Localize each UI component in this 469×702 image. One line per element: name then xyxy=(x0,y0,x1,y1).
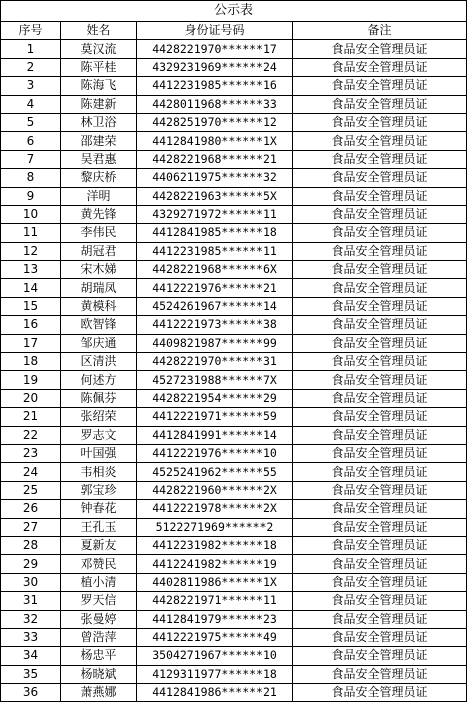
cell-remark[interactable]: 食品安全管理员证 xyxy=(293,297,467,315)
cell-remark[interactable]: 食品安全管理员证 xyxy=(293,463,467,481)
cell-id-number[interactable]: 4412221976******10 xyxy=(137,444,293,462)
cell-name[interactable]: 邓赞民 xyxy=(61,555,137,573)
table-row xyxy=(1,481,467,499)
cell-serial[interactable]: 20 xyxy=(1,389,61,407)
title-row xyxy=(1,1,467,22)
cell-id-number[interactable]: 4428011968******33 xyxy=(137,95,293,113)
table-row xyxy=(1,40,467,58)
cell-serial[interactable]: 27 xyxy=(1,518,61,536)
cell-name[interactable]: 王孔玉 xyxy=(61,518,137,536)
cell-name[interactable]: 杨晓斌 xyxy=(61,665,137,683)
cell-serial[interactable]: 9 xyxy=(1,187,61,205)
cell-serial[interactable]: 30 xyxy=(1,573,61,591)
cell-name[interactable]: 萧燕娜 xyxy=(61,684,137,702)
table-row xyxy=(1,205,467,223)
cell-id-number[interactable]: 4428251970******12 xyxy=(137,113,293,131)
table-row xyxy=(1,242,467,260)
cell-remark[interactable]: 食品安全管理员证 xyxy=(293,205,467,223)
cell-name[interactable]: 欧智锋 xyxy=(61,316,137,334)
header-id-number[interactable]: 身份证号码 xyxy=(137,22,293,40)
cell-id-number[interactable]: 4428221970******17 xyxy=(137,40,293,58)
cell-name[interactable]: 区清洪 xyxy=(61,353,137,371)
cell-remark[interactable]: 食品安全管理员证 xyxy=(293,426,467,444)
cell-name[interactable]: 黎庆桥 xyxy=(61,169,137,187)
cell-remark[interactable]: 食品安全管理员证 xyxy=(293,610,467,628)
cell-serial[interactable]: 13 xyxy=(1,261,61,279)
cell-serial[interactable]: 15 xyxy=(1,297,61,315)
cell-name[interactable]: 陈佩芬 xyxy=(61,389,137,407)
cell-name[interactable]: 叶国强 xyxy=(61,444,137,462)
cell-remark[interactable]: 食品安全管理员证 xyxy=(293,481,467,499)
cell-remark[interactable]: 食品安全管理员证 xyxy=(293,592,467,610)
cell-remark[interactable]: 食品安全管理员证 xyxy=(293,95,467,113)
cell-id-number[interactable]: 4412841980******1X xyxy=(137,132,293,150)
cell-serial[interactable]: 8 xyxy=(1,169,61,187)
cell-remark[interactable]: 食品安全管理员证 xyxy=(293,279,467,297)
cell-name[interactable]: 何述方 xyxy=(61,371,137,389)
cell-id-number[interactable]: 4412231985******11 xyxy=(137,242,293,260)
table-row xyxy=(1,150,467,168)
table-row xyxy=(1,279,467,297)
cell-id-number[interactable]: 4527231988******7X xyxy=(137,371,293,389)
cell-id-number[interactable]: 4412221975******49 xyxy=(137,628,293,646)
cell-id-number[interactable]: 4412841979******23 xyxy=(137,610,293,628)
cell-name[interactable]: 吴君惠 xyxy=(61,150,137,168)
cell-name[interactable]: 韦相炎 xyxy=(61,463,137,481)
table-row xyxy=(1,389,467,407)
cell-id-number[interactable]: 4428221968******21 xyxy=(137,150,293,168)
cell-id-number[interactable]: 4412841986******21 xyxy=(137,684,293,702)
cell-id-number[interactable]: 4412221971******59 xyxy=(137,408,293,426)
table-row xyxy=(1,169,467,187)
cell-id-number[interactable]: 4129311977******18 xyxy=(137,665,293,683)
cell-id-number[interactable]: 4329231969******24 xyxy=(137,58,293,76)
cell-serial[interactable]: 25 xyxy=(1,481,61,499)
table-row xyxy=(1,647,467,665)
cell-name[interactable]: 钟春花 xyxy=(61,500,137,518)
cell-remark[interactable]: 食品安全管理员证 xyxy=(293,573,467,591)
cell-name[interactable]: 邵建荣 xyxy=(61,132,137,150)
cell-serial[interactable]: 3 xyxy=(1,77,61,95)
cell-serial[interactable]: 28 xyxy=(1,536,61,554)
table-row xyxy=(1,555,467,573)
cell-id-number[interactable]: 4412231985******16 xyxy=(137,77,293,95)
cell-serial[interactable]: 23 xyxy=(1,444,61,462)
table-row xyxy=(1,426,467,444)
cell-name[interactable]: 陈建新 xyxy=(61,95,137,113)
cell-remark[interactable]: 食品安全管理员证 xyxy=(293,58,467,76)
cell-name[interactable]: 宋木娣 xyxy=(61,261,137,279)
cell-id-number[interactable]: 4428221954******29 xyxy=(137,389,293,407)
cell-name[interactable]: 陈海飞 xyxy=(61,77,137,95)
table-row xyxy=(1,684,467,702)
table-row xyxy=(1,408,467,426)
cell-serial[interactable]: 29 xyxy=(1,555,61,573)
table-row xyxy=(1,536,467,554)
cell-remark[interactable]: 食品安全管理员证 xyxy=(293,242,467,260)
cell-id-number[interactable]: 4524261967******14 xyxy=(137,297,293,315)
header-serial[interactable]: 序号 xyxy=(1,22,61,40)
cell-name[interactable]: 李伟民 xyxy=(61,224,137,242)
cell-name[interactable]: 杨忠平 xyxy=(61,647,137,665)
cell-remark[interactable]: 食品安全管理员证 xyxy=(293,408,467,426)
cell-name[interactable]: 林卫浴 xyxy=(61,113,137,131)
cell-serial[interactable]: 33 xyxy=(1,628,61,646)
cell-remark[interactable]: 食品安全管理员证 xyxy=(293,536,467,554)
cell-remark[interactable]: 食品安全管理员证 xyxy=(293,518,467,536)
cell-name[interactable]: 黄模科 xyxy=(61,297,137,315)
cell-remark[interactable]: 食品安全管理员证 xyxy=(293,334,467,352)
cell-id-number[interactable]: 4412221976******21 xyxy=(137,279,293,297)
cell-remark[interactable]: 食品安全管理员证 xyxy=(293,169,467,187)
cell-id-number[interactable]: 4525241962******55 xyxy=(137,463,293,481)
cell-serial[interactable]: 7 xyxy=(1,150,61,168)
cell-serial[interactable]: 6 xyxy=(1,132,61,150)
cell-id-number[interactable]: 4428221970******31 xyxy=(137,353,293,371)
cell-name[interactable]: 胡冠君 xyxy=(61,242,137,260)
cell-name[interactable]: 洋明 xyxy=(61,187,137,205)
cell-remark[interactable]: 食品安全管理员证 xyxy=(293,224,467,242)
cell-name[interactable]: 胡瑞凤 xyxy=(61,279,137,297)
cell-id-number[interactable]: 4428221960******2X xyxy=(137,481,293,499)
cell-remark[interactable]: 食品安全管理员证 xyxy=(293,684,467,702)
cell-serial[interactable]: 10 xyxy=(1,205,61,223)
cell-id-number[interactable]: 4406211975******32 xyxy=(137,169,293,187)
cell-serial[interactable]: 34 xyxy=(1,647,61,665)
cell-id-number[interactable]: 4428221968******6X xyxy=(137,261,293,279)
cell-serial[interactable]: 5 xyxy=(1,113,61,131)
cell-id-number[interactable]: 4329271972******11 xyxy=(137,205,293,223)
cell-id-number[interactable]: 4412241982******19 xyxy=(137,555,293,573)
cell-name[interactable]: 陈平桂 xyxy=(61,58,137,76)
table-row xyxy=(1,261,467,279)
cell-id-number[interactable]: 4412221978******2X xyxy=(137,500,293,518)
cell-remark[interactable]: 食品安全管理员证 xyxy=(293,665,467,683)
cell-serial[interactable]: 1 xyxy=(1,40,61,58)
table-row xyxy=(1,297,467,315)
cell-serial[interactable]: 17 xyxy=(1,334,61,352)
cell-remark[interactable]: 食品安全管理员证 xyxy=(293,647,467,665)
header-name[interactable]: 姓名 xyxy=(61,22,137,40)
cell-id-number[interactable]: 4412221973******38 xyxy=(137,316,293,334)
table-title[interactable]: 公示表 xyxy=(1,1,467,22)
cell-serial[interactable]: 4 xyxy=(1,95,61,113)
table-row xyxy=(1,334,467,352)
cell-name[interactable]: 罗志文 xyxy=(61,426,137,444)
table-row xyxy=(1,113,467,131)
cell-remark[interactable]: 食品安全管理员证 xyxy=(293,316,467,334)
cell-remark[interactable]: 食品安全管理员证 xyxy=(293,113,467,131)
table-row xyxy=(1,665,467,683)
table-row xyxy=(1,371,467,389)
cell-serial[interactable]: 16 xyxy=(1,316,61,334)
cell-name[interactable]: 郭宝珍 xyxy=(61,481,137,499)
cell-name[interactable]: 黄先锋 xyxy=(61,205,137,223)
cell-serial[interactable]: 18 xyxy=(1,353,61,371)
table-row xyxy=(1,610,467,628)
cell-id-number[interactable]: 4428221971******11 xyxy=(137,592,293,610)
cell-name[interactable]: 邹庆通 xyxy=(61,334,137,352)
header-row xyxy=(1,22,467,40)
cell-remark[interactable]: 食品安全管理员证 xyxy=(293,500,467,518)
cell-name[interactable]: 张曼婷 xyxy=(61,610,137,628)
table-row xyxy=(1,353,467,371)
table-row xyxy=(1,132,467,150)
cell-serial[interactable]: 2 xyxy=(1,58,61,76)
table-row xyxy=(1,500,467,518)
cell-id-number[interactable]: 4412841985******18 xyxy=(137,224,293,242)
cell-remark[interactable]: 食品安全管理员证 xyxy=(293,261,467,279)
cell-serial[interactable]: 19 xyxy=(1,371,61,389)
cell-name[interactable]: 曾浩萍 xyxy=(61,628,137,646)
table-row xyxy=(1,463,467,481)
cell-remark[interactable]: 食品安全管理员证 xyxy=(293,77,467,95)
table-row xyxy=(1,58,467,76)
cell-serial[interactable]: 21 xyxy=(1,408,61,426)
cell-name[interactable]: 张绍荣 xyxy=(61,408,137,426)
header-remark[interactable]: 备注 xyxy=(293,22,467,40)
table-body xyxy=(1,1,467,702)
cell-serial[interactable]: 22 xyxy=(1,426,61,444)
table-row xyxy=(1,592,467,610)
cell-remark[interactable]: 食品安全管理员证 xyxy=(293,444,467,462)
cell-name[interactable]: 夏新友 xyxy=(61,536,137,554)
cell-remark[interactable]: 食品安全管理员证 xyxy=(293,628,467,646)
cell-remark[interactable]: 食品安全管理员证 xyxy=(293,150,467,168)
table-row xyxy=(1,518,467,536)
cell-id-number[interactable]: 3504271967******10 xyxy=(137,647,293,665)
cell-id-number[interactable]: 4428221963******5X xyxy=(137,187,293,205)
cell-id-number[interactable]: 4412841991******14 xyxy=(137,426,293,444)
cell-remark[interactable]: 食品安全管理员证 xyxy=(293,187,467,205)
cell-name[interactable]: 植小清 xyxy=(61,573,137,591)
cell-serial[interactable]: 11 xyxy=(1,224,61,242)
cell-serial[interactable]: 31 xyxy=(1,592,61,610)
cell-serial[interactable]: 26 xyxy=(1,500,61,518)
cell-remark[interactable]: 食品安全管理员证 xyxy=(293,371,467,389)
cell-serial[interactable]: 14 xyxy=(1,279,61,297)
cell-remark[interactable]: 食品安全管理员证 xyxy=(293,40,467,58)
cell-id-number[interactable]: 4409821987******99 xyxy=(137,334,293,352)
table-row xyxy=(1,573,467,591)
cell-name[interactable]: 罗天信 xyxy=(61,592,137,610)
cell-serial[interactable]: 32 xyxy=(1,610,61,628)
table-row xyxy=(1,444,467,462)
cell-remark[interactable]: 食品安全管理员证 xyxy=(293,353,467,371)
cell-serial[interactable]: 36 xyxy=(1,684,61,702)
cell-name[interactable]: 莫汉流 xyxy=(61,40,137,58)
table-row xyxy=(1,316,467,334)
table-row xyxy=(1,224,467,242)
cell-remark[interactable]: 食品安全管理员证 xyxy=(293,132,467,150)
table-row xyxy=(1,187,467,205)
cell-id-number[interactable]: 5122271969******2 xyxy=(137,518,293,536)
table-row xyxy=(1,77,467,95)
cell-remark[interactable]: 食品安全管理员证 xyxy=(293,389,467,407)
cell-serial[interactable]: 35 xyxy=(1,665,61,683)
cell-id-number[interactable]: 4412231982******18 xyxy=(137,536,293,554)
table-row xyxy=(1,628,467,646)
cell-serial[interactable]: 12 xyxy=(1,242,61,260)
cell-remark[interactable]: 食品安全管理员证 xyxy=(293,555,467,573)
table-row xyxy=(1,95,467,113)
cell-serial[interactable]: 24 xyxy=(1,463,61,481)
cell-id-number[interactable]: 4402811986******1X xyxy=(137,573,293,591)
